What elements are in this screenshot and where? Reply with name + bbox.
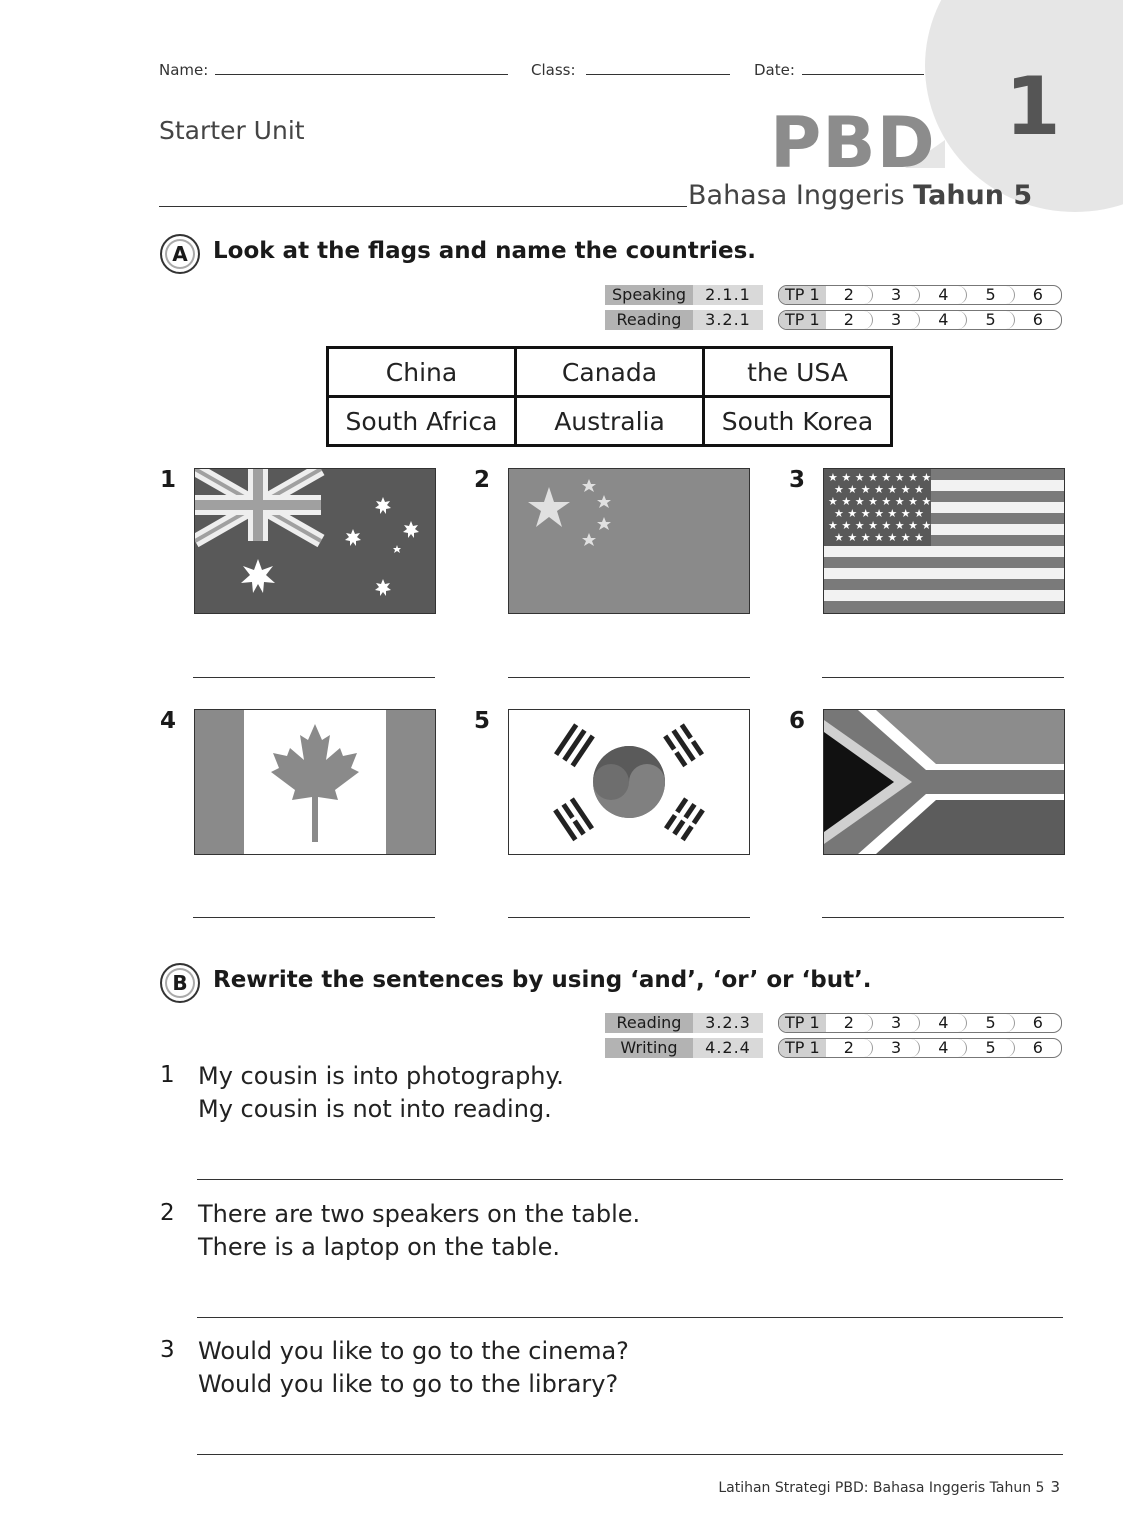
tp-scale-a1 [778, 285, 1062, 305]
tp-scale-a2 [778, 310, 1062, 330]
sentence-line: My cousin is not into reading. [198, 1095, 552, 1123]
canada-flag-icon [194, 709, 436, 855]
flag-number: 3 [789, 467, 806, 493]
word-box [326, 346, 893, 447]
footer-text: Latihan Strategi PBD: Bahasa Inggeris Tahun 5 [718, 1480, 1045, 1496]
section-b-title: Rewrite the sentences by using ‘and’, ‘or’ or ‘but’. [213, 967, 872, 993]
flag-number: 6 [789, 708, 806, 734]
tp-level[interactable]: 4 [920, 286, 967, 304]
skill-row-b2 [605, 1038, 763, 1058]
word-box-cell: Canada [516, 348, 704, 397]
tp-scale-b2 [778, 1038, 1062, 1058]
tp-level[interactable]: 3 [873, 1039, 920, 1057]
question-answer-line-1[interactable] [197, 1179, 1063, 1180]
svg-text:★ ★ ★ ★ ★ ★ ★: ★ ★ ★ ★ ★ ★ ★ [834, 507, 925, 520]
tp-level[interactable]: 2 [826, 286, 873, 304]
tp-level[interactable]: 2 [826, 1039, 873, 1057]
flag-number: 4 [160, 708, 177, 734]
question-text [198, 1335, 629, 1401]
tp-level[interactable]: 6 [1032, 310, 1043, 329]
tp-level[interactable]: 5 [967, 1014, 1014, 1032]
skill-name: Speaking [605, 285, 693, 305]
flag-number: 1 [160, 467, 177, 493]
flag-number: 5 [474, 708, 491, 734]
word-box-cell: South Korea [704, 397, 892, 446]
tp-label: TP 1 [779, 1014, 826, 1032]
date-field[interactable] [802, 74, 924, 75]
tp-level[interactable]: 3 [873, 286, 920, 304]
flag-answer-line-5[interactable] [508, 917, 750, 918]
unit-number: 1 [1005, 60, 1061, 153]
flag-answer-line-3[interactable] [822, 677, 1064, 678]
subject-title [688, 180, 1032, 211]
question-text [198, 1198, 640, 1264]
australia-flag-icon [194, 468, 436, 614]
flag-answer-line-1[interactable] [193, 677, 435, 678]
skill-name: Reading [605, 310, 693, 330]
skill-name: Reading [605, 1013, 693, 1033]
subject-regular: Bahasa Inggeris [688, 180, 905, 211]
question-number: 1 [160, 1062, 175, 1088]
skill-name: Writing [605, 1038, 693, 1058]
subject-bold: Tahun 5 [913, 180, 1033, 211]
section-a-title: Look at the flags and name the countries. [213, 238, 757, 264]
tp-level[interactable]: 4 [920, 1014, 967, 1032]
pbd-logo: PBD [770, 102, 936, 184]
date-label: Date: [754, 61, 795, 79]
sentence-line: Would you like to go to the cinema? [198, 1337, 629, 1365]
page-footer [718, 1478, 1060, 1496]
question-number: 3 [160, 1337, 175, 1363]
tp-label: TP 1 [779, 1039, 826, 1057]
class-label: Class: [531, 61, 576, 79]
tp-level[interactable]: 6 [1032, 1038, 1043, 1057]
tp-level[interactable]: 4 [920, 311, 967, 329]
tp-level[interactable]: 3 [873, 311, 920, 329]
flag-answer-line-2[interactable] [508, 677, 750, 678]
tp-level[interactable]: 3 [873, 1014, 920, 1032]
question-answer-line-3[interactable] [197, 1454, 1063, 1455]
class-field[interactable] [586, 74, 730, 75]
question-text [198, 1060, 564, 1126]
subject-rule [159, 206, 687, 207]
word-box-cell: the USA [704, 348, 892, 397]
usa-flag-icon [823, 468, 1065, 614]
tp-scale-b1 [778, 1013, 1062, 1033]
tp-level[interactable]: 5 [967, 286, 1014, 304]
word-box-cell: China [328, 348, 516, 397]
question-answer-line-2[interactable] [197, 1317, 1063, 1318]
svg-text:★ ★ ★ ★ ★ ★ ★: ★ ★ ★ ★ ★ ★ ★ [834, 531, 925, 544]
skill-code: 3.2.3 [693, 1013, 763, 1033]
flag-answer-line-4[interactable] [193, 917, 435, 918]
tp-level[interactable]: 2 [826, 1014, 873, 1032]
tp-level[interactable]: 2 [826, 311, 873, 329]
name-label: Name: [159, 61, 209, 79]
sentence-line: There is a laptop on the table. [198, 1233, 561, 1261]
section-a-badge: A [160, 234, 200, 274]
skill-row-b1 [605, 1013, 763, 1033]
skill-code: 2.1.1 [693, 285, 763, 305]
south-africa-flag-icon [823, 709, 1065, 855]
tp-label: TP 1 [779, 286, 826, 304]
word-box-cell: South Africa [328, 397, 516, 446]
sentence-line: Would you like to go to the library? [198, 1370, 619, 1398]
tp-level[interactable]: 4 [920, 1039, 967, 1057]
tp-level[interactable]: 6 [1032, 285, 1043, 304]
unit-title: Starter Unit [159, 116, 305, 145]
skill-code: 4.2.4 [693, 1038, 763, 1058]
tp-level[interactable]: 5 [967, 311, 1014, 329]
skill-row-a2 [605, 310, 763, 330]
question-number: 2 [160, 1200, 175, 1226]
svg-text:★ ★ ★ ★ ★ ★ ★ ★: ★ ★ ★ ★ ★ ★ ★ ★ [828, 471, 932, 484]
section-b-badge: B [160, 963, 200, 1003]
tp-level[interactable]: 5 [967, 1039, 1014, 1057]
china-flag-icon [508, 468, 750, 614]
svg-text:★ ★ ★ ★ ★ ★ ★: ★ ★ ★ ★ ★ ★ ★ [834, 483, 925, 496]
sentence-line: My cousin is into photography. [198, 1062, 564, 1090]
flag-answer-line-6[interactable] [822, 917, 1064, 918]
skill-code: 3.2.1 [693, 310, 763, 330]
flag-number: 2 [474, 467, 491, 493]
word-box-cell: Australia [516, 397, 704, 446]
tp-label: TP 1 [779, 311, 826, 329]
tp-level[interactable]: 6 [1032, 1013, 1043, 1032]
name-field[interactable] [215, 74, 508, 75]
skill-row-a1 [605, 285, 763, 305]
svg-text:★ ★ ★ ★ ★ ★ ★ ★: ★ ★ ★ ★ ★ ★ ★ ★ [828, 519, 932, 532]
sentence-line: There are two speakers on the table. [198, 1200, 641, 1228]
svg-text:★ ★ ★ ★ ★ ★ ★ ★: ★ ★ ★ ★ ★ ★ ★ ★ [828, 495, 932, 508]
south-korea-flag-icon [508, 709, 750, 855]
page-number: 3 [1050, 1478, 1060, 1496]
